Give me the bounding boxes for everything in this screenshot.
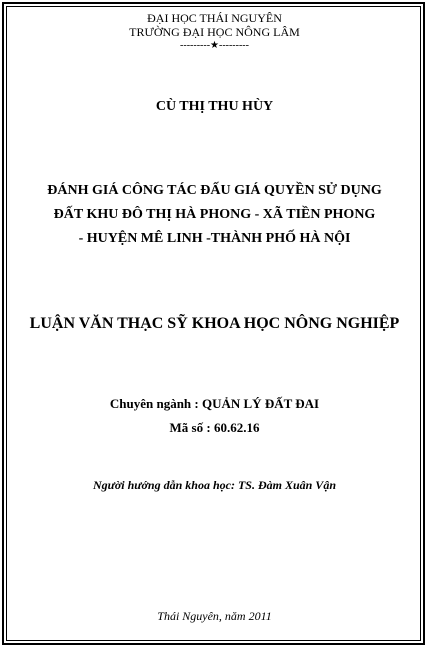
- thesis-title-line-3: - HUYỆN MÊ LINH -THÀNH PHỐ HÀ NỘI: [78, 231, 351, 246]
- advisor-value: TS. Đàm Xuân Vận: [237, 478, 336, 492]
- code-row: [0, 420, 429, 436]
- code-value: 60.62.16: [213, 420, 260, 435]
- place-and-date: Thái Nguyên, năm 2011: [157, 609, 272, 623]
- thesis-type: LUẬN VĂN THẠC SỸ KHOA HỌC NÔNG NGHIỆP: [29, 315, 400, 332]
- advisor-label: Người hướng dẫn khoa học:: [93, 478, 238, 492]
- major-value: QUẢN LÝ ĐẤT ĐAI: [201, 396, 320, 411]
- thesis-title-line-2: ĐẤT KHU ĐÔ THỊ HÀ PHONG - XÃ TIỀN PHONG: [53, 207, 376, 222]
- header-divider: ---------★---------: [180, 40, 249, 51]
- major-row: [0, 396, 429, 412]
- school-name: TRƯỜNG ĐẠI HỌC NÔNG LÂM: [129, 25, 300, 39]
- code-label: Mã số :: [169, 420, 214, 435]
- major-label: Chuyên ngành :: [109, 396, 202, 411]
- university-name: ĐẠI HỌC THÁI NGUYÊN: [147, 11, 282, 25]
- author-name: CÙ THỊ THU HÙY: [155, 99, 274, 114]
- advisor-row: [0, 478, 429, 493]
- thesis-title-line-1: ĐÁNH GIÁ CÔNG TÁC ĐẤU GIÁ QUYỀN SỬ DỤNG: [47, 183, 382, 198]
